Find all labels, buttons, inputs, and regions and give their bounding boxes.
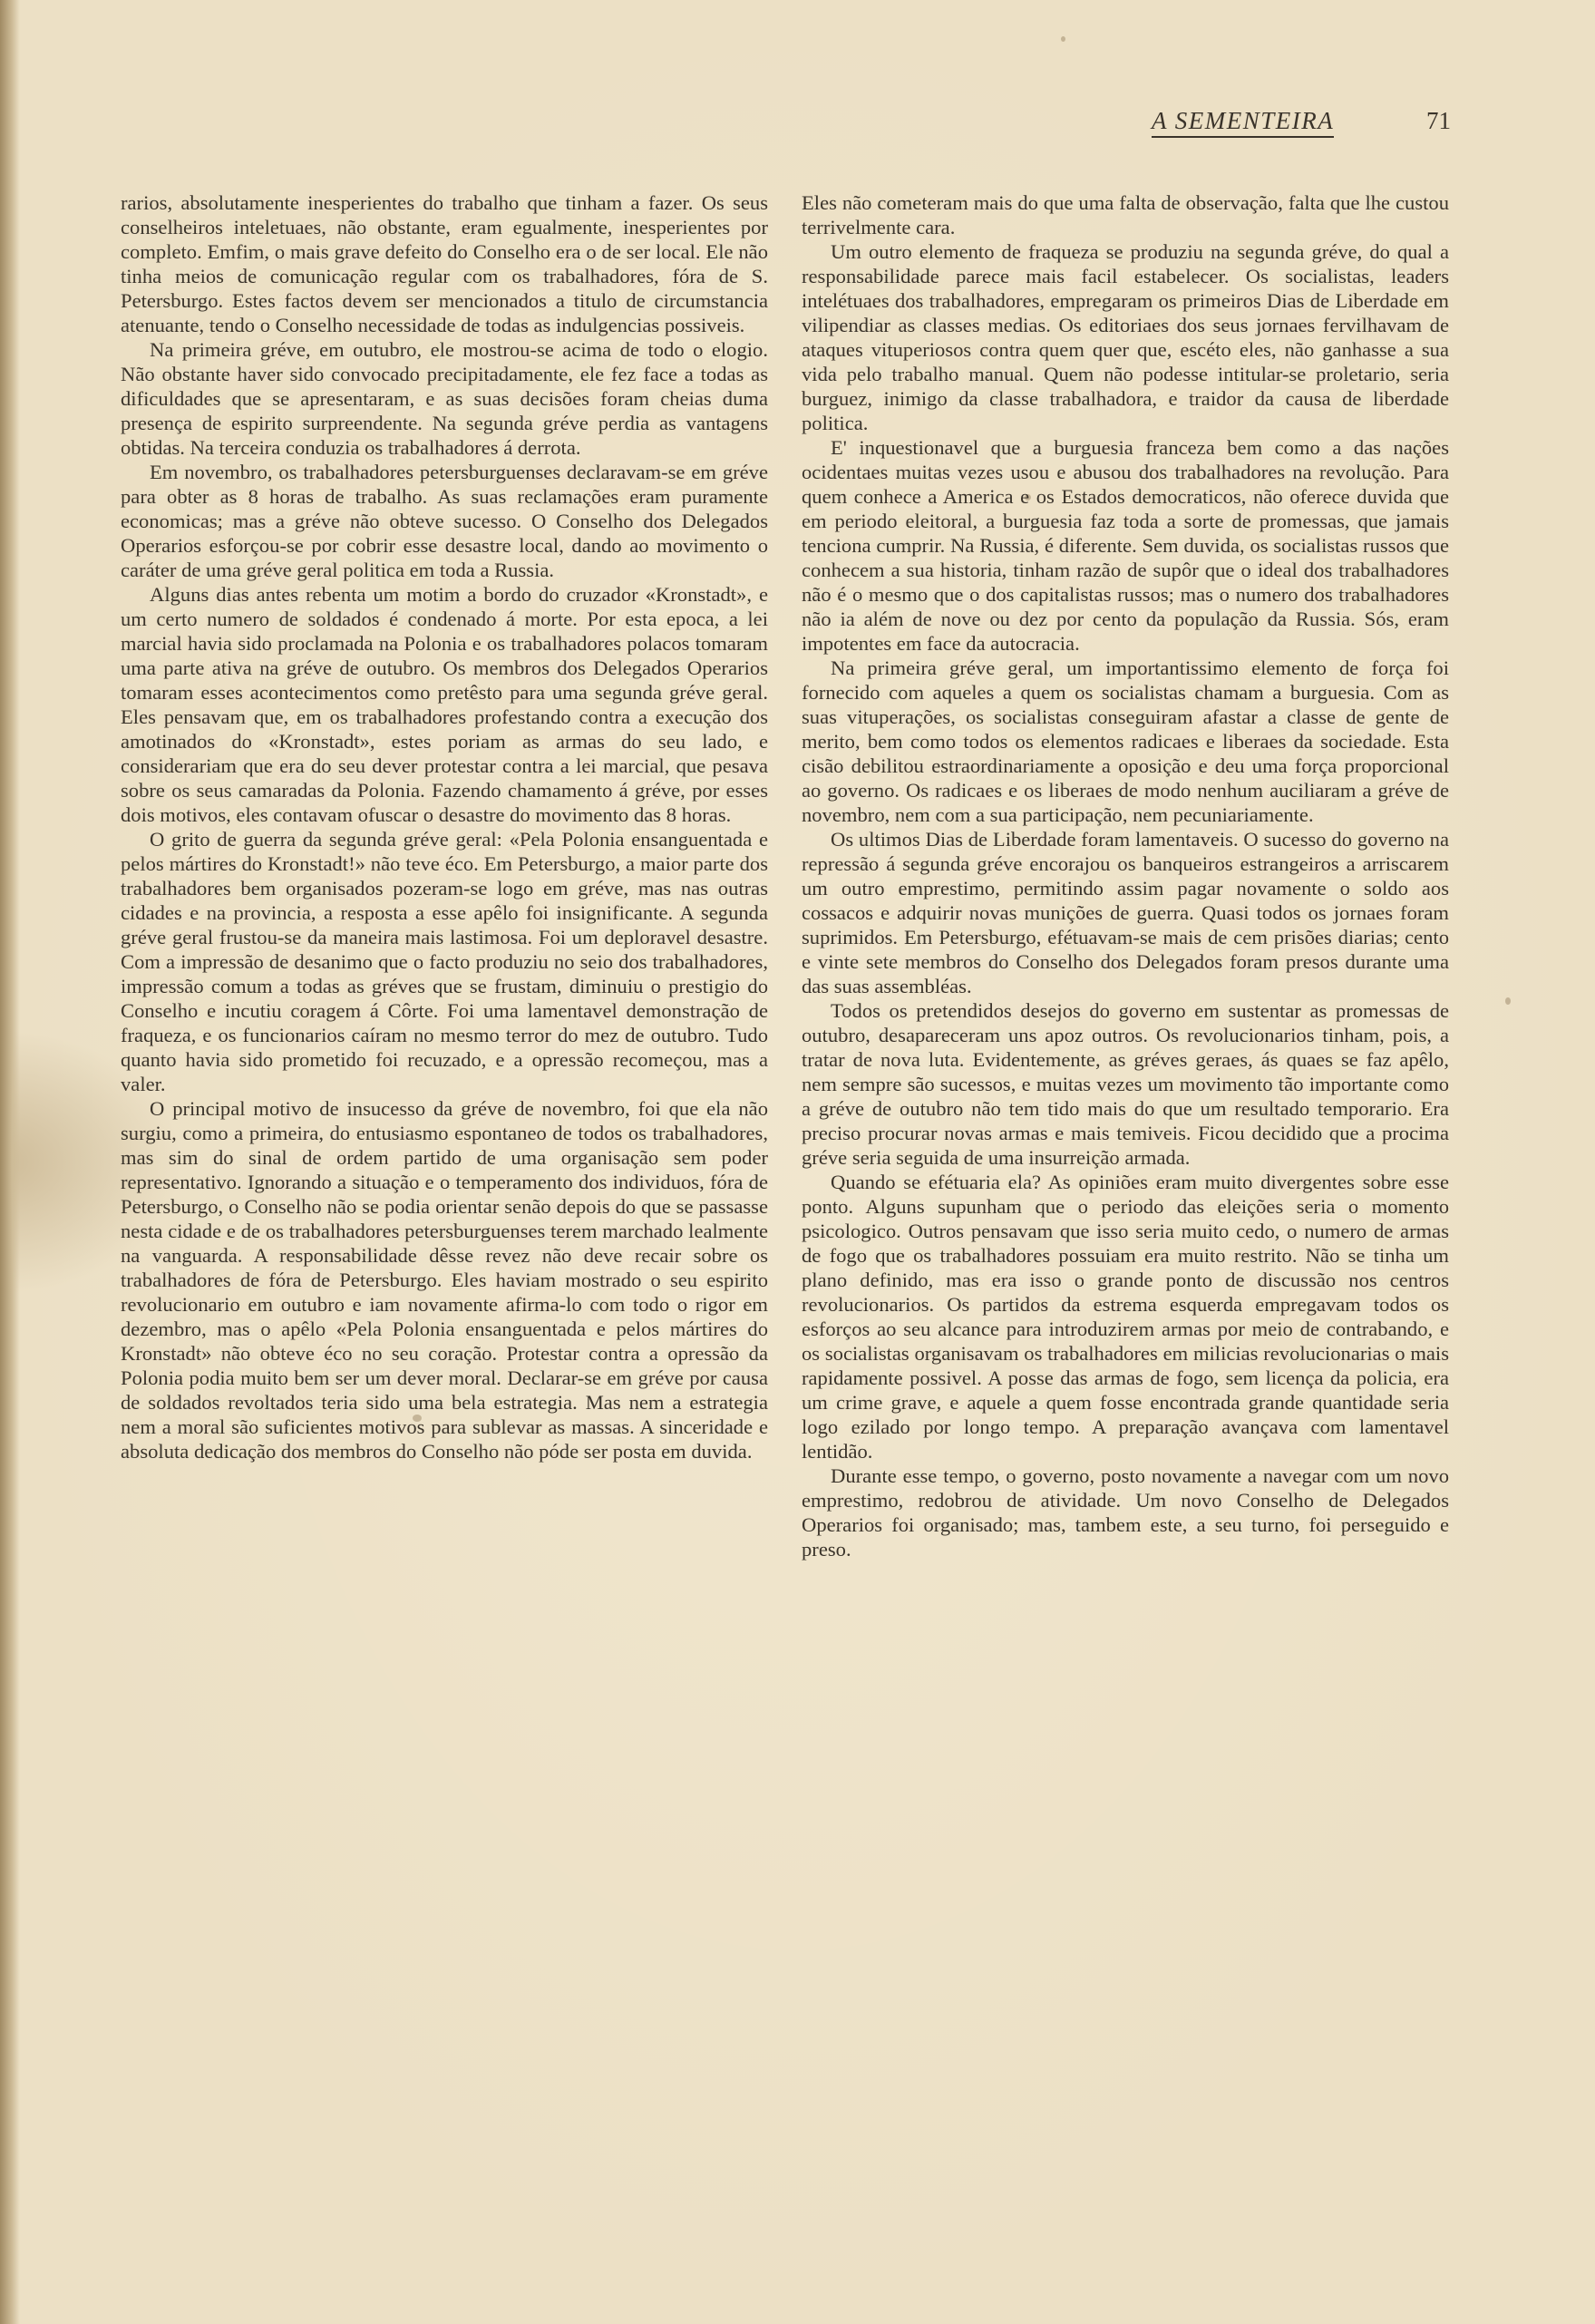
paragraph: Quando se efétuaria ela? As opiniões eram muito divergentes sobre esse ponto. Alguns supunham que o periodo das eleições seria o momento psicologico. Outros pensavam que isso seria muito cedo, o numero de armas de fogo que os trabalhadores possuiam era muito restrito. Não se tinha um plano definido, mas era isso o grande ponto de discussão nos centros revolucionarios. Os partidos da estrema esquerda empregavam todos os esforços ao seu alcance para introduzirem armas por meio de contrabando, e os socialistas organisavam os trabalhadores em milicias revolucionarias o mais rapidamente possivel. A posse das armas de fogo, sem licença da policia, era um crime grave, e aquele a quem fosse encontrada grande quantidade seria logo ezilado por longo tempo. A preparação avançava com lamentavel lentidão. — [802, 1171, 1449, 1463]
paper-stain — [1505, 997, 1511, 1005]
left-column — [121, 190, 768, 1463]
paragraph: Todos os pretendidos desejos do governo em sustentar as promessas de outubro, desapareceram uns apoz outros. Os revolucionarios tinham, pois, a tratar de nova luta. Evidentemente, as gréves geraes, ás quaes se faz apêlo, nem sempre são sucessos, e muitas vezes um movimento tão importante como a gréve de outubro não tem tido mais do que um resultado temporario. Era preciso procurar novas armas e mais temiveis. Ficou decidido que a procima gréve seria seguida de uma insurreição armada. — [802, 999, 1449, 1169]
paragraph: Durante esse tempo, o governo, posto novamente a navegar com um novo emprestimo, redobrou de atividade. Um novo Conselho de Delegados Operarios foi organisado; mas, tambem este, a seu turno, foi perseguido e preso. — [802, 1464, 1449, 1561]
paper-stain — [1061, 36, 1065, 42]
right-column — [802, 190, 1449, 1561]
paragraph: O grito de guerra da segunda gréve geral: «Pela Polonia ensanguentada e pelos mártires do Kronstadt!» não teve éco. Em Petersburgo, a maior parte dos trabalhadores bem organisados pozeram-se logo em gréve, mas nas outras cidades e na provincia, a resposta a esse apêlo foi insignificante. A segunda gréve geral frustou-se da maneira mais lastimosa. Foi um deploravel desastre. Com a impressão de desanimo que o facto produziu no seio dos trabalhadores, impressão comum a todas as gréves que se frustam, diminuiu o prestigio do Conselho e incutiu coragem á Côrte. Foi uma lamentavel demonstração de fraqueza, e os funcionarios caíram no mesmo terror do mez de outubro. Tudo quanto havia sido prometido foi recuzado, e a opressão recomeçou, mas a valer. — [121, 828, 768, 1095]
paragraph: Alguns dias antes rebenta um motim a bordo do cruzador «Kronstadt», e um certo numero de soldados é condenado á morte. Por esta epoca, a lei marcial havia sido proclamada na Polonia e os trabalhadores polacos tomaram uma parte ativa na gréve de outubro. Os membros dos Delegados Operarios tomaram esses acontecimentos como pretêsto para uma segunda gréve geral. Eles pensavam que, em os trabalhadores profestando contra a execução dos amotinados do «Kronstadt», estes poriam as armas do seu lado, e considerariam que era do seu dever protestar contra a lei marcial, que pesava sobre os seus camaradas da Polonia. Fazendo chamamento á gréve, por esses dois motivos, eles contavam ofuscar o desastre do movimento das 8 horas. — [121, 583, 768, 826]
paragraph: Um outro elemento de fraqueza se produziu na segunda gréve, do qual a responsabilidade parece mais facil estabelecer. Os socialistas, leaders intelétuaes dos trabalhadores, empregaram os primeiros Dias de Liberdade em vilipendiar as classes medias. Os editoriaes dos seus jornaes fervilhavam de ataques vituperiosos contra quem quer que, escéto eles, não ganhasse a sua vida pelo trabalho manual. Quem não podesse intitular-se proletario, seria burguez, inimigo da classe trabalhadora, e traidor da causa de liberdade politica. — [802, 240, 1449, 434]
paragraph: Na primeira gréve geral, um importantissimo elemento de força foi fornecido com aqueles a quem os socialistas chamam a burguesia. Com as suas vituperações, os socialistas conseguiram afastar a classe de gente de merito, bem como todos os elementos radicaes e liberaes da sociedade. Esta cisão debilitou estraordinariamente a oposição e deu uma força proporcional ao governo. Os radicaes e os liberaes de modo nenhum auciliaram a gréve de novembro, nem com a sua participação, nem pecuniariamente. — [802, 656, 1449, 826]
paragraph: O principal motivo de insucesso da gréve de novembro, foi que ela não surgiu, como a primeira, do entusiasmo espontaneo de todos os trabalhadores, mas sim do sinal de ordem partido de uma organisação sem poder representativo. Ignorando a situação e o temperamento dos individuos, fóra de Petersburgo, o Conselho não se podia orientar senão depois do que se passasse nesta cidade e de os trabalhadores petersburguenses terem marchado lealmente na vanguarda. A responsabilidade dêsse revez não deve recair sobre os trabalhadores de fóra de Petersburgo. Eles haviam mostrado o seu espirito revolucionario em outubro e iam novamente afirma-lo com todo o rigor em dezembro, mas o apêlo «Pela Polonia ensanguentada e pelos mártires do Kronstadt» não obteve éco no seu coração. Protestar contra a opressão da Polonia podia muito bem ser um dever moral. Declarar-se em gréve por causa de soldados revoltados teria sido uma bela estrategia. Mas nem a estrategia nem a moral são suficientes motivos para sublevar as massas. A sinceridade e absoluta dedicação dos membros do Conselho não póde ser posta em duvida. — [121, 1097, 768, 1463]
paragraph: Os ultimos Dias de Liberdade foram lamentaveis. O sucesso do governo na repressão á segunda gréve encorajou os banqueiros estrangeiros a arriscarem um outro emprestimo, permitindo assim pagar novamente o soldo aos cossacos e adquirir novas munições de guerra. Quasi todos os jornaes foram suprimidos. Em Petersburgo, efétuavam-se mais de cem prisões diarias; cento e vinte sete membros do Conselho dos Delegados foram presos durante uma das suas assembléas. — [802, 828, 1449, 997]
paragraph: rarios, absolutamente inesperientes do trabalho que tinham a fazer. Os seus conselheiros inteletuaes, não obstante, eram egualmente, inesperientes por completo. Emfim, o mais grave defeito do Conselho era o de ser local. Ele não tinha meios de comunicação regular com os trabalhadores, fóra de S. Petersburgo. Estes factos devem ser mencionados a titulo de circumstancia atenuante, tendo o Conselho necessidade de todas as indulgencias possiveis. — [121, 191, 768, 336]
running-title: A SEMENTEIRA — [1152, 107, 1334, 138]
paragraph: Eles não cometeram mais do que uma falta de observação, falta que lhe custou terrivelmente cara. — [802, 191, 1449, 238]
page-number: 71 — [1426, 107, 1451, 134]
page-edge-shadow — [0, 0, 20, 2324]
paragraph: E' inquestionavel que a burguesia franceza bem como a das nações ocidentaes muitas vezes usou e abusou dos trabalhadores na revolução. Para quem conhece a America e os Estados democraticos, não oferece duvida que em periodo eleitoral, a burguesia faz toda a sorte de promessas, que jamais tenciona cumprir. Na Russia, é diferente. Sem duvida, os socialistas russos que conhecem a sua historia, tinham razão de supôr que o ideal dos trabalhadores não é o mesmo que o dos capitalistas russos; mas o numero dos trabalhadores não ia além de nove ou dez por cento da população da Russia. Sós, eram impotentes em face da autocracia. — [802, 436, 1449, 655]
paragraph: Em novembro, os trabalhadores petersburguenses declaravam-se em gréve para obter as 8 horas de trabalho. As suas reclamações eram puramente economicas; mas a gréve não obteve sucesso. O Conselho dos Delegados Operarios esforçou-se por cobrir esse desastre local, dando ao movimento o caráter de uma gréve geral politica em toda a Russia. — [121, 461, 768, 581]
paragraph: Na primeira gréve, em outubro, ele mostrou-se acima de todo o elogio. Não obstante haver sido convocado precipitadamente, ele fez face a todas as dificuldades que se apresentaram, e as suas decisões foram cheias duma presença de espirito surpreendente. Na segunda gréve perdia as vantagens obtidas. Na terceira conduzia os trabalhadores á derrota. — [121, 338, 768, 459]
page-header — [1152, 107, 1451, 152]
